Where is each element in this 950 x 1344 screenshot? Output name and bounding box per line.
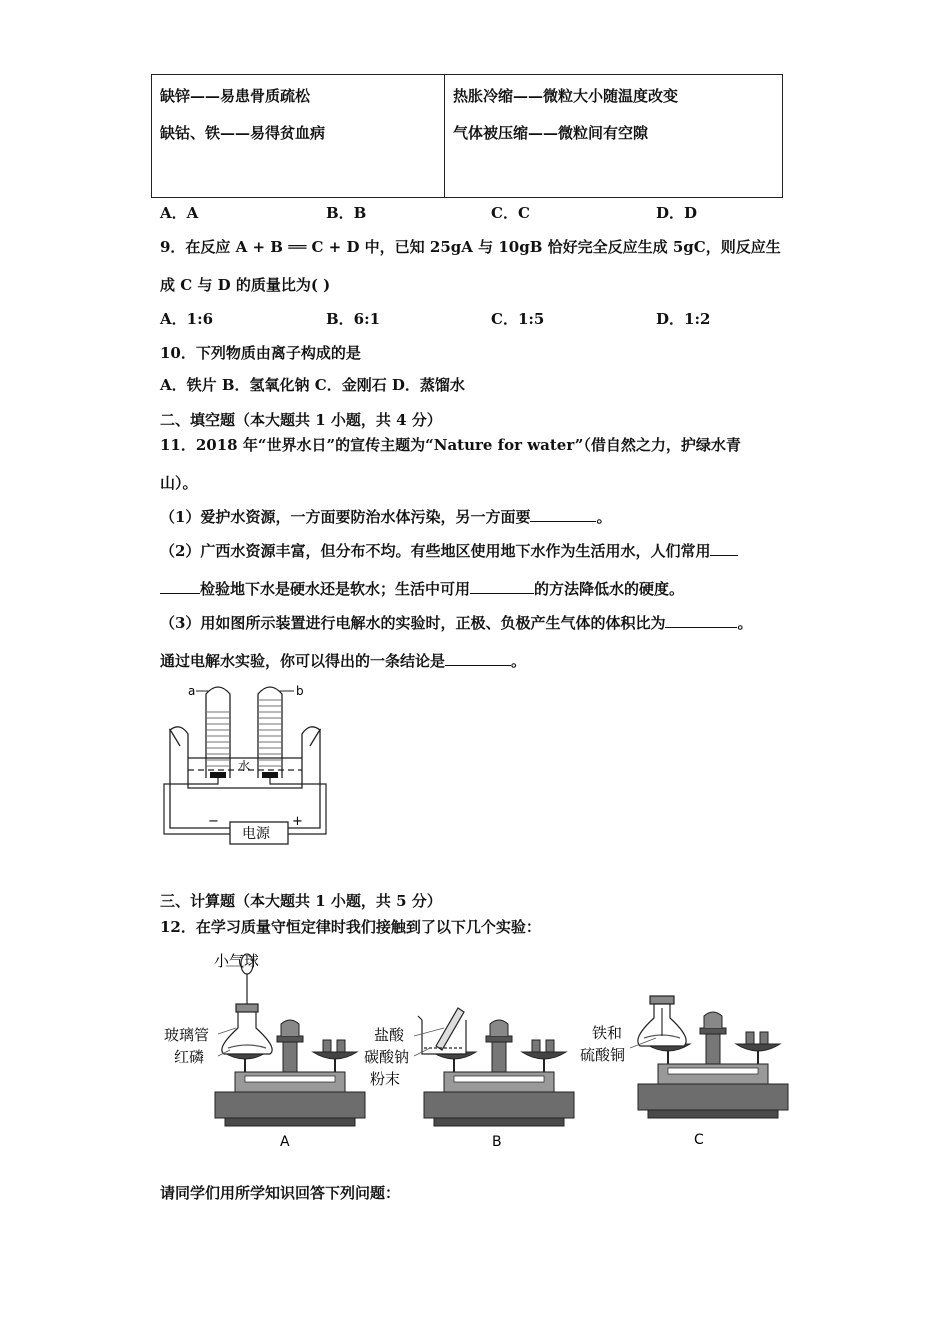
label-copper-sulfate: 硫酸铜 <box>580 1046 626 1064</box>
tube-hatching <box>207 700 281 766</box>
water-label: 水 <box>238 759 251 773</box>
q9-option-b: B．6:1 <box>326 310 381 328</box>
q11-part-4 <box>160 650 526 671</box>
q11-part-3-end: 。 <box>737 614 753 632</box>
figure-label-b: B <box>492 1134 502 1150</box>
q8-right-line-1: 热胀冷缩——微粒大小随温度改变 <box>453 87 679 105</box>
minus-sign: − <box>208 814 219 829</box>
q11-part-2b-end: 的方法降低水的硬度。 <box>534 580 685 598</box>
q11-part-1 <box>160 506 611 527</box>
figure-label-a: A <box>280 1134 290 1150</box>
q11-part-4-end: 。 <box>511 652 527 670</box>
q8-right-line-2: 气体被压缩——微粒间有空隙 <box>453 124 649 142</box>
q12-follow-up: 请同学们用所学知识回答下列问题： <box>160 1184 401 1202</box>
beaker-b <box>418 1008 466 1054</box>
section-2-heading: 二、填空题（本大题共 1 小题，共 4 分） <box>160 411 442 429</box>
label-red-phosphorus: 红磷 <box>174 1048 205 1066</box>
q11-part-2-line-1 <box>160 540 738 561</box>
electrolysis-apparatus-figure <box>160 678 330 848</box>
electrode-b <box>262 772 278 778</box>
q11-line-1: 11．2018 年“世界水日”的宣传主题为“Nature for water”（借自然之力，护绿水青 <box>160 436 741 454</box>
section-3-heading: 三、计算题（本大题共 1 小题，共 5 分） <box>160 892 442 910</box>
tube-a <box>206 687 230 778</box>
plus-sign: + <box>292 814 303 829</box>
label-small-balloon: 小气球 <box>214 952 260 970</box>
q11-part-2-line-2 <box>160 578 684 599</box>
q11-blank-1[interactable] <box>530 507 596 522</box>
label-b: b <box>296 684 304 698</box>
q11-part-4-text: 通过电解水实验，你可以得出的一条结论是 <box>160 652 446 670</box>
q8-table-left-cell <box>152 75 445 198</box>
q11-part-3-text: （3）用如图所示装置进行电解水的实验时，正极、负极产生气体的体积比为 <box>160 614 666 632</box>
q8-option-c: C．C <box>491 204 530 222</box>
q11-part-2-text: （2）广西水资源丰富，但分布不均。有些地区使用地下水作为生活用水，人们常用 <box>160 542 711 560</box>
q9-option-d: D．1:2 <box>656 310 711 328</box>
q11-part-2b-text: 检验地下水是硬水还是软水；生活中可用 <box>200 580 471 598</box>
q9-line-2: 成 C 与 D 的质量比为( ) <box>160 276 331 294</box>
q9-option-c: C．1:5 <box>491 310 545 328</box>
label-hydrochloric-acid: 盐酸 <box>374 1026 405 1044</box>
figure-label-c: C <box>694 1132 704 1148</box>
q8-option-d: D．D <box>656 204 698 222</box>
q11-part-1-end: 。 <box>596 508 612 526</box>
flask-c <box>638 996 686 1046</box>
q8-option-b: B．B <box>326 204 367 222</box>
q8-table-right-cell <box>445 75 783 198</box>
q11-blank-2b[interactable] <box>160 579 200 594</box>
q10-stem: 10．下列物质由离子构成的是 <box>160 344 361 362</box>
power-source-label: 电源 <box>242 826 270 842</box>
q8-table <box>151 74 783 198</box>
q9-line-1: 9．在反应 A + B ══ C + D 中，已知 25gA 与 10gB 恰好完全反应生成 5gC，则反应生 <box>160 238 781 256</box>
q11-blank-2a[interactable] <box>710 541 738 556</box>
label-sodium-carbonate: 碳酸钠 <box>364 1048 410 1066</box>
q11-blank-5[interactable] <box>445 651 511 666</box>
q12-stem: 12．在学习质量守恒定律时我们接触到了以下几个实验： <box>160 918 541 936</box>
q9-option-a: A．1:6 <box>160 310 214 328</box>
label-iron-and: 铁和 <box>592 1024 623 1042</box>
tube-b <box>258 687 282 778</box>
q11-line-2: 山）。 <box>160 474 198 492</box>
q10-options: A．铁片 B．氢氧化钠 C．金刚石 D．蒸馏水 <box>160 376 465 394</box>
electrode-a <box>210 772 226 778</box>
q8-left-line-1: 缺锌——易患骨质疏松 <box>160 87 311 105</box>
q8-option-a: A．A <box>160 204 199 222</box>
q11-blank-4[interactable] <box>665 613 737 628</box>
label-glass-tube: 玻璃管 <box>164 1026 210 1044</box>
mass-conservation-experiments-figure <box>160 944 790 1154</box>
q11-part-1-text: （1）爱护水资源，一方面要防治水体污染，另一方面要 <box>160 508 531 526</box>
q11-blank-3[interactable] <box>470 579 534 594</box>
q8-left-line-2: 缺钴、铁——易得贫血病 <box>160 124 326 142</box>
q11-part-3 <box>160 612 752 633</box>
label-powder: 粉末 <box>370 1070 401 1088</box>
label-a: a <box>188 684 196 698</box>
